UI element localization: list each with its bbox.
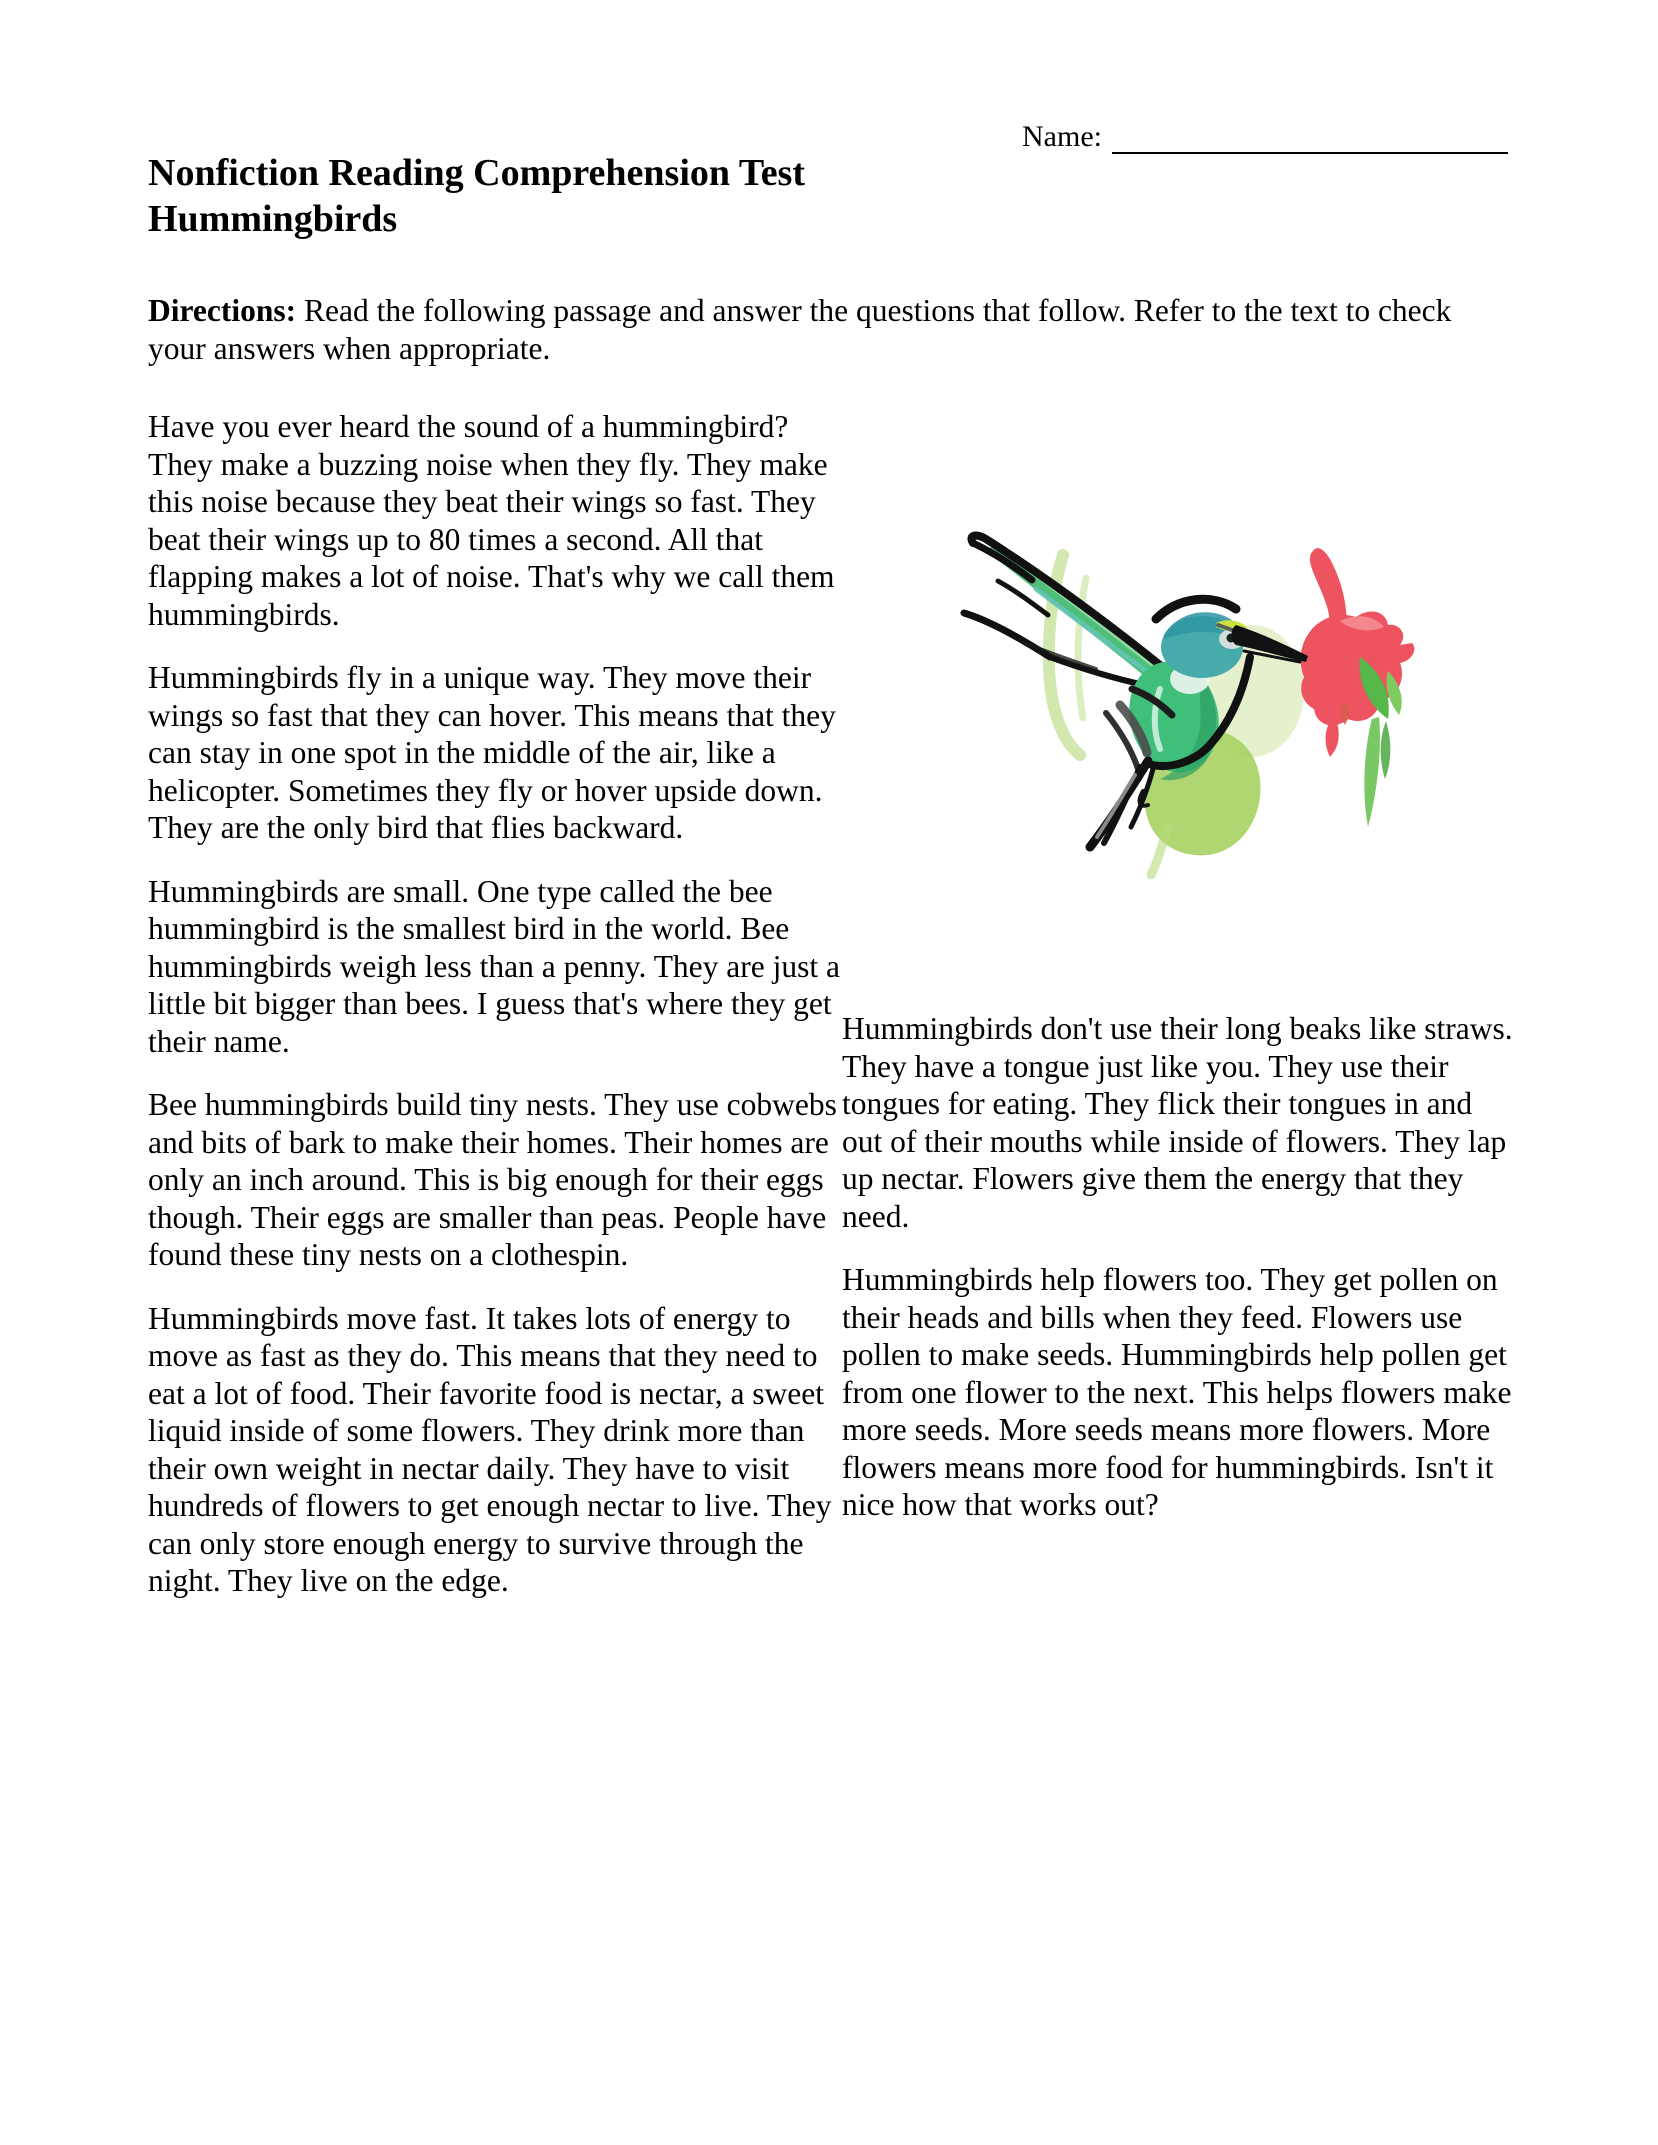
flower-leaves: [1360, 657, 1402, 827]
flower: [1301, 548, 1415, 757]
passage-right-column: [842, 1010, 1518, 1550]
directions-label: Directions:: [148, 293, 297, 328]
hummingbird-illustration: [900, 493, 1440, 893]
directions-text: Read the following passage and answer the questions that follow. Refer to the text to check your answers when appropriate.: [148, 293, 1452, 366]
bird-tail: [1090, 761, 1153, 847]
passage-paragraph-2: Hummingbirds fly in a unique way. They move their wings so fast that they can hover. This means that they can stay in one spot in the middle of the air, like a helicopter. Sometimes they fly or hover upside down. They are the only bird that flies backward.: [148, 660, 836, 845]
name-blank-line[interactable]: [1112, 118, 1508, 154]
title-line-2: Hummingbirds: [148, 198, 398, 240]
passage-left-column: [148, 408, 840, 1626]
title-line-1: Nonfiction Reading Comprehension Test: [148, 152, 806, 194]
passage-paragraph-7: Hummingbirds help flowers too. They get pollen on their heads and bills when they feed. Flowers use pollen to make seeds. Hummingbirds help pollen get from one flower to the next. This helps flowers make more seeds. More seeds means more flowers. More flowers means more food for hummingbirds. Isn't it nice how that works out?: [842, 1262, 1512, 1522]
passage-paragraph-4: Bee hummingbirds build tiny nests. They use cobwebs and bits of bark to make their homes. Their homes are only an inch around. This is big enough for their eggs though. Their eggs are smaller than peas. People have found these tiny nests on a clothespin.: [148, 1087, 837, 1272]
passage-paragraph-3: Hummingbirds are small. One type called the bee hummingbird is the smallest bird in the world. Bee hummingbirds weigh less than a penny. They are just a little bit bigger than bees. I guess that's where they get their name.: [148, 873, 840, 1059]
passage-paragraph-5: Hummingbirds move fast. It takes lots of energy to move as fast as they do. This means that they need to eat a lot of food. Their favorite food is nectar, a sweet liquid inside of some flowers. They drink more than their own weight in nectar daily. They have to visit hundreds of flowers to get enough nectar to live. They can only store enough energy to survive through the night. They live on the edge.: [148, 1300, 832, 1598]
name-label: Name:: [1022, 120, 1102, 153]
directions: [148, 292, 1508, 368]
bird-wing: [964, 536, 1182, 687]
page-title: [148, 150, 805, 242]
passage-paragraph-1: Have you ever heard the sound of a hummingbird? They make a buzzing noise when they fly. They make this noise because they beat their wings so fast. They beat their wings up to 80 times a second. All that flapping makes a lot of noise. That's why we call them hummingbirds.: [148, 409, 835, 632]
passage-paragraph-6: Hummingbirds don't use their long beaks like straws. They have a tongue just like you. They use their tongues for eating. They flick their tongues in and out of their mouths while inside of flowers. They lap up nectar. Flowers give them the energy that they need.: [842, 1011, 1513, 1234]
name-row: [1022, 118, 1508, 154]
